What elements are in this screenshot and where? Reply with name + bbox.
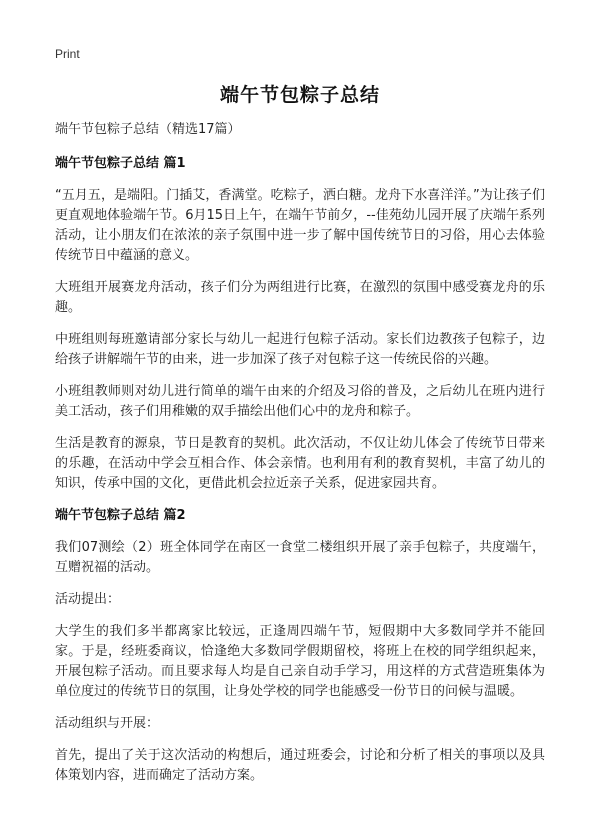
document-body — [55, 120, 545, 798]
paragraph: “五月五，是端阳。门插艾，香满堂。吃粽子，洒白糖。龙舟下水喜洋洋。”为让孩子们更直观地体验端午节。6月15日上午，在端午节前夕，--佳苑幼儿园开展了庆端午系列活动，让小朋友们在浓浓的亲子氛围中进一步了解中国传统节日的习俗，用心去体验传统节日中蕴涵的意义。 — [55, 188, 545, 263]
section-heading-1: 端午节包粽子总结 篇1 — [55, 156, 186, 171]
print-label: Print — [55, 47, 80, 61]
document-title: 端午节包粽子总结 — [219, 84, 380, 106]
paragraph: 生活是教育的源泉，节日是教育的契机。此次活动，不仅让幼儿体会了传统节日带来的乐趣，在活动中学会互相合作、体会亲情。也利用有利的教育契机，丰富了幼儿的知识，传承中国的文化，更借此机会拉近亲子关系，促进家园共育。 — [55, 436, 545, 491]
paragraph: 大学生的我们多半都离家比较远，正逢周四端午节，短假期中大多数同学并不能回家。于是，经班委商议，恰逢绝大多数同学假期留校，将班上在校的同学组织起来，开展包粽子活动。而且要求每人均是自己亲自动手学习，用这样的方式营造班集体为单位度过的传统节日的氛围，让身处学校的同学也能感受一份节日的问候与温暖。 — [55, 624, 545, 699]
paragraph: 大班组开展赛龙舟活动，孩子们分为两组进行比赛，在激烈的氛围中感受赛龙舟的乐趣。 — [55, 280, 545, 315]
paragraph: 我们07测绘（2）班全体同学在南区一食堂二楼组织开展了亲手包粽子，共度端午，互赠祝福的活动。 — [55, 540, 545, 575]
paragraph: 活动组织与开展： — [55, 716, 160, 731]
paragraph: 活动提出： — [55, 592, 121, 607]
section-heading-2: 端午节包粽子总结 篇2 — [55, 508, 186, 523]
paragraph: 中班组则每班邀请部分家长与幼儿一起进行包粽子活动。家长们边教孩子包粽子，边给孩子讲解端午节的由来，进一步加深了孩子对包粽子这一传统民俗的兴趣。 — [55, 332, 545, 367]
document-subtitle: 端午节包粽子总结（精选17篇） — [55, 122, 241, 137]
paragraph: 小班组教师则对幼儿进行简单的端午由来的介绍及习俗的普及，之后幼儿在班内进行美工活动，孩子们用稚嫩的双手描绘出他们心中的龙舟和粽子。 — [55, 384, 545, 419]
paragraph: 首先，提出了关于这次活动的构想后，通过班委会，讨论和分析了相关的事项以及具体策划内容，进而确定了活动方案。 — [55, 748, 545, 783]
